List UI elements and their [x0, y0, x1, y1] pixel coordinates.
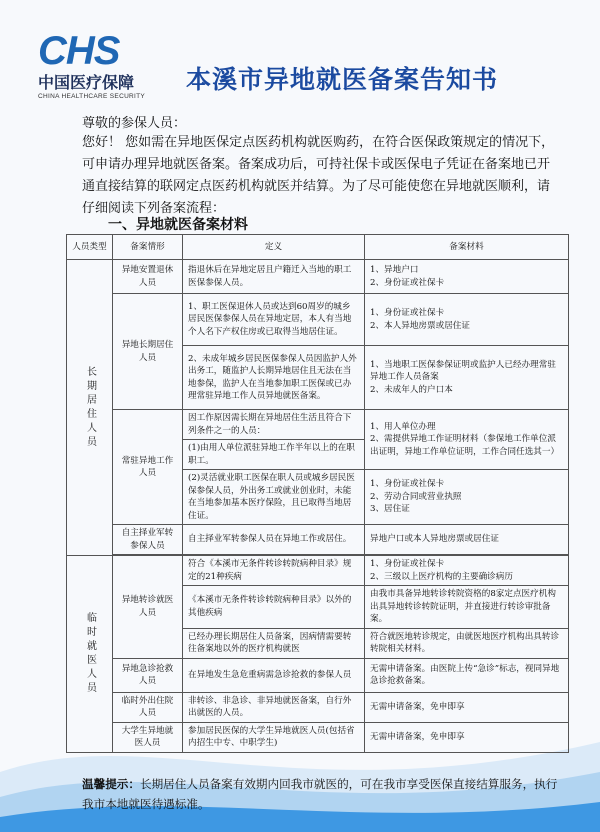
definition-cell: 1、职工医保退休人员或达到60周岁的城乡居民医保参保人员在异地定居，本人有当地个人名下产权住房或已取得当地居住证。 — [183, 294, 365, 346]
materials-cell: 无需申请备案，免申即享 — [365, 722, 569, 752]
materials-cell: 异地户口或本人异地房票或居住证 — [365, 525, 569, 555]
logo-mark: CHS — [38, 29, 120, 73]
greeting: 尊敬的参保人员： — [82, 116, 187, 131]
header-materials: 备案材料 — [365, 235, 569, 260]
table-row — [67, 525, 569, 555]
intro-paragraph: 您好！ 您如需在异地医保定点医药机构就医购药，在符合医保政策规定的情况下，可申请办理异地就医备案。备案成功后，可持社保卡或医保电子凭证在备案地已开通直接结算的联网定点医药机构就医并结算。为了尽可能使您在异地就医顺利，请仔细阅读下列备案流程： — [82, 135, 555, 216]
materials-cell: 由我市具备异地转诊转院资格的8家定点医疗机构出具异地转诊转院证明，并直接进行转诊审批备案。 — [365, 586, 569, 629]
definition-cell: 非转诊、非急诊、非异地就医备案，自行外出就医的人员。 — [183, 692, 365, 722]
group-long-term-residents: 长期居住人员 — [67, 260, 113, 556]
table-header-row — [67, 235, 569, 260]
tip-paragraph — [82, 774, 562, 814]
filing-materials-table — [66, 234, 569, 753]
section-title: 一、异地就医备案材料 — [108, 217, 248, 233]
materials-cell: 无需申请备案，免申即享 — [365, 692, 569, 722]
materials-cell: 1、身份证或社保卡 2、劳动合同或营业执照 3、居住证 — [365, 470, 569, 525]
tip-label: 温馨提示： — [82, 777, 140, 791]
definition-cell: 在异地发生急危重病需急诊抢救的参保人员 — [183, 658, 365, 692]
case-cell: 临时外出住院人员 — [113, 692, 183, 722]
definition-cell: 已经办理长期居住人员备案，因病情需要转往备案地以外的医疗机构就医 — [183, 628, 365, 658]
definition-cell: (2)灵活就业职工医保在职人员或城乡居民医保参保人员，外出务工或就业创业时，未能在当地参加基本医疗保险，且已取得当地居住证。 — [183, 470, 365, 525]
case-cell: 异地急诊抢救人员 — [113, 658, 183, 692]
definition-cell: 自主择业军转参保人员在异地工作或居住。 — [183, 525, 365, 555]
header-person-type: 人员类型 — [67, 235, 113, 260]
table-row — [67, 692, 569, 722]
logo-chinese-name: 中国医疗保障 — [38, 73, 135, 92]
table-row — [67, 410, 569, 440]
case-cell: 异地长期居住人员 — [113, 294, 183, 410]
definition-cell: 2、未成年城乡居民医保参保人员因监护人外出务工，随监护人长期异地居住且无法在当地参保，监护人在当地参加职工医保或已办理常驻异地工作人员异地就医备案。 — [183, 346, 365, 410]
table-row — [67, 294, 569, 346]
definition-cell: 参加居民医保的大学生异地就医人员(包括省内招生中专、中职学生) — [183, 722, 365, 752]
header-definition: 定义 — [183, 235, 365, 260]
definition-cell: (1)由用人单位派驻异地工作半年以上的在职职工。 — [183, 440, 365, 470]
materials-cell: 1、身份证或社保卡 2、三级以上医疗机构的主要确诊病历 — [365, 556, 569, 586]
materials-cell: 无需申请备案。由医院上传“急诊”标志，视同异地急诊抢救备案。 — [365, 658, 569, 692]
page-title: 本溪市异地就医备案告知书 — [186, 65, 499, 94]
materials-cell: 1、身份证或社保卡 2、本人异地房票或居住证 — [365, 294, 569, 346]
table-row — [67, 722, 569, 752]
materials-cell: 1、用人单位办理 2、需提供异地工作证明材料（参保地工作单位派出证明，异地工作单位证明，工作合同任选其一） — [365, 410, 569, 470]
definition-cell: 指退休后在异地定居且户籍迁入当地的职工医保参保人员。 — [183, 260, 365, 294]
definition-cell: 《本溪市无条件转诊转院病种目录》以外的其他疾病 — [183, 586, 365, 629]
definition-cell: 符合《本溪市无条件转诊转院病种目录》规定的21种疾病 — [183, 556, 365, 586]
table-row — [67, 260, 569, 294]
definition-cell: 因工作原因需长期在异地居住生活且符合下列条件之一的人员： — [183, 410, 365, 440]
case-cell: 大学生异地就医人员 — [113, 722, 183, 752]
logo-english-name: CHINA HEALTHCARE SECURITY — [38, 93, 146, 100]
materials-cell: 符合就医地转诊规定，由就医地医疗机构出具转诊转院相关材料。 — [365, 628, 569, 658]
materials-cell: 1、当地职工医保参保证明或监护人已经办理常驻异地工作人员备案 2、未成年人的户口本 — [365, 346, 569, 410]
table-row — [67, 556, 569, 586]
materials-cell: 1、异地户口 2、身份证或社保卡 — [365, 260, 569, 294]
case-cell: 常驻异地工作人员 — [113, 410, 183, 525]
header-case: 备案情形 — [113, 235, 183, 260]
case-cell: 异地安置退休人员 — [113, 260, 183, 294]
group-temporary-patients: 临时就医人员 — [67, 556, 113, 753]
tip-text: 长期居住人员备案有效期内回我市就医的，可在我市享受医保直接结算服务，执行我市本地就医待遇标准。 — [82, 777, 558, 811]
table-row — [67, 658, 569, 692]
chs-logo — [38, 30, 158, 101]
case-cell: 自主择业军转参保人员 — [113, 525, 183, 555]
case-cell: 异地转诊就医人员 — [113, 556, 183, 659]
